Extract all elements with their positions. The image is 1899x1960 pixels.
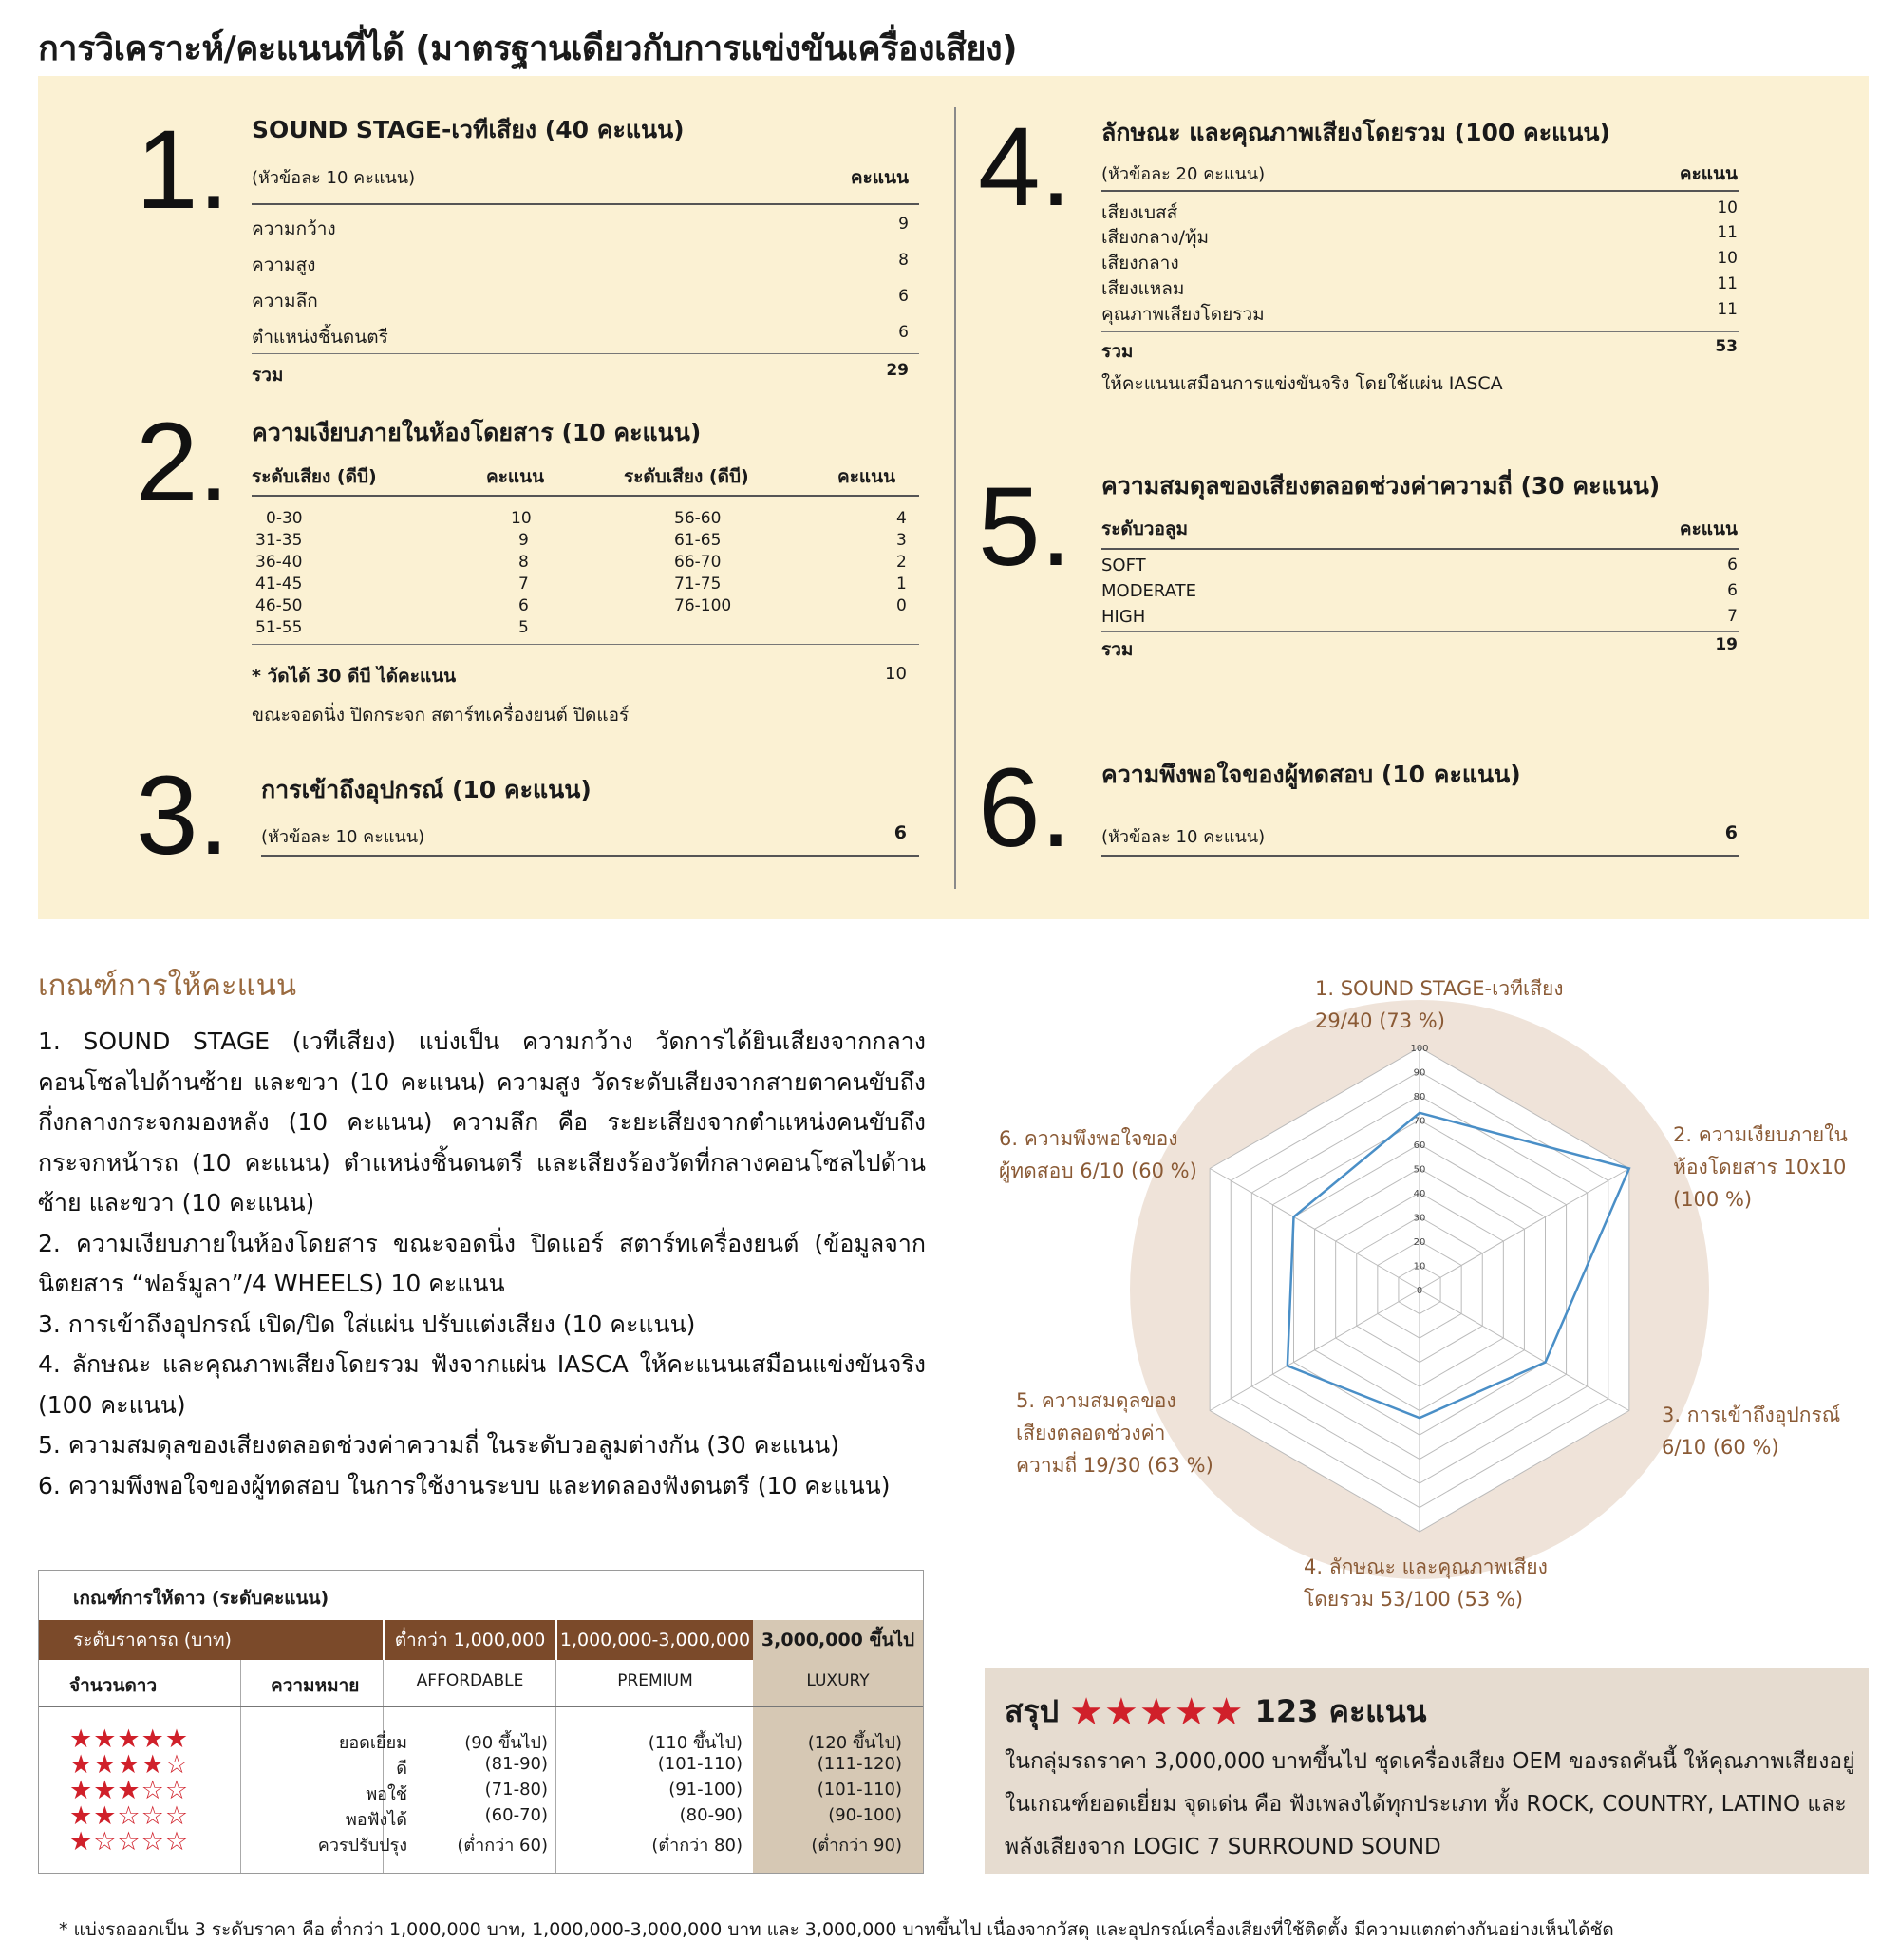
summary-stars: ★★★★★: [1069, 1690, 1245, 1734]
radar-scale-tick: 30: [1413, 1213, 1426, 1224]
row-value: 10: [1717, 249, 1738, 268]
radar-chart: [987, 967, 1899, 1631]
premium-range: (ต่ำกว่า 80): [651, 1836, 743, 1856]
section-4-title: ลักษณะ และคุณภาพเสียงโดยรวม (100 คะแนน): [1101, 119, 1610, 146]
section-5-number: 5.: [978, 464, 1072, 590]
db-score: 3: [896, 531, 907, 550]
criteria-paragraph: 2. ความเงียบภายในห้องโดยสาร ขณะจอดนิ่ง ปิดแอร์ สตาร์ทเครื่องยนต์ (ข้อมูลจากนิตยสาร “ฟอร์มูลา”/4 WHEELS) 10 คะแนน: [38, 1229, 926, 1297]
db-score: 0: [896, 596, 907, 615]
radar-label-line: โดยรวม 53/100 (53 %): [1304, 1588, 1524, 1611]
summary-label: สรุป: [1005, 1693, 1060, 1729]
section-3-title: การเข้าถึงอุปกรณ์ (10 คะแนน): [261, 776, 592, 803]
criteria-paragraph: 3. การเข้าถึงอุปกรณ์ เปิด/ปิด ใส่แผ่น ปรับแต่งเสียง (10 คะแนน): [38, 1310, 696, 1338]
db-range: 41-45: [255, 575, 303, 594]
section-2-title: ความเงียบภายในห้องโดยสาร (10 คะแนน): [252, 419, 702, 446]
db-score: 5: [518, 618, 529, 637]
star-meaning: ควรปรับปรุง: [317, 1836, 407, 1856]
section-1-title: SOUND STAGE-เวทีเสียง (40 คะแนน): [252, 116, 685, 143]
section-5-subheader: [1101, 515, 1738, 543]
section-4-number: 4.: [978, 104, 1072, 230]
page-title: การวิเคราะห์/คะแนนที่ได้ (มาตรฐานเดียวกับการแข่งขันเครื่องเสียง): [38, 29, 1018, 68]
db-range: 31-35: [255, 531, 303, 550]
db-head-score: คะแนน: [837, 466, 896, 487]
section-3-subheader: [261, 822, 907, 851]
section-5-title: ความสมดุลของเสียงตลอดช่วงค่าความถี่ (30 คะแนน): [1101, 472, 1661, 499]
price-band: ต่ำกว่า 1,000,000: [394, 1630, 546, 1650]
section-3-sub-value: 6: [893, 822, 907, 843]
section-5-rule: [1101, 548, 1739, 550]
premium-range: (91-100): [668, 1780, 743, 1800]
section-6-sub-left: (หัวข้อละ 10 คะแนน): [1101, 827, 1266, 847]
row-label: MODERATE: [1101, 581, 1196, 601]
premium-range: (110 ขึ้นไป): [648, 1733, 743, 1753]
section-4-row: [1101, 223, 1738, 246]
section-3-sub-left: (หัวข้อละ 10 คะแนน): [261, 827, 425, 847]
radar-scale-tick: 10: [1413, 1261, 1426, 1272]
star-rating: ★☆☆☆☆: [69, 1827, 190, 1856]
row-value: 6: [898, 323, 909, 342]
star-rating-table: [38, 1570, 924, 1874]
section-5-total: [1101, 635, 1738, 658]
summary-body: ในกลุ่มรถราคา 3,000,000 บาทขึ้นไป ชุดเครื่องเสียง OEM ของรถคันนี้ ให้คุณภาพเสียงอยู่ในเกณฑ์ยอดเยี่ยม จุดเด่น คือ ฟังเพลงได้ทุกประเภท ทั้ง ROCK, COUNTRY, LATINO และพลังเสียงจาก LOGIC 7 SURROUND SOUND: [1005, 1749, 1855, 1859]
section-1-total: [252, 361, 909, 384]
radar-label-line: 1. SOUND STAGE-เวทีเสียง: [1315, 977, 1564, 1000]
summary-box: [985, 1668, 1869, 1874]
row-label: HIGH: [1101, 607, 1146, 627]
section-1-row: [252, 251, 909, 273]
row-value: 6: [1727, 581, 1738, 600]
row-value: 8: [898, 251, 909, 270]
section-4-row: [1101, 274, 1738, 297]
section-2-rule: [252, 495, 919, 497]
db-score: 7: [518, 575, 529, 594]
star-meaning: พอฟังได้: [346, 1810, 407, 1830]
tier-premium: PREMIUM: [617, 1671, 693, 1690]
section-1-rule: [252, 203, 919, 205]
section-2-number: 2.: [136, 400, 230, 525]
criteria-paragraph: 1. SOUND STAGE (เวทีเสียง) แบ่งเป็น ความกว้าง วัดการได้ยินเสียงจากกลางคอนโซลไปด้านซ้าย และขวา (10 คะแนน) ความสูง วัดระดับเสียงจากสายตาคนขับถึงกึ่งกลางกระจกมองหลัง (10 คะแนน) ความลึก คือ ระยะเสียงจากตำแหน่งคนขับถึงกระจกหน้ารถ (10 คะแนน) ตำแหน่งชิ้นดนตรี และเสียงร้องวัดที่กลางคอนโซลไปด้านซ้าย และขวา (10 คะแนน): [38, 1027, 926, 1216]
section-1-number: 1.: [136, 107, 230, 233]
row-label: เสียงกลาง/ทุ้ม: [1101, 227, 1210, 248]
star-meaning: ดี: [396, 1759, 407, 1779]
radar-scale-tick: 50: [1413, 1164, 1426, 1176]
star-row: [39, 1827, 923, 1856]
star-rating: ★★★★☆: [69, 1750, 190, 1780]
db-range: 46-50: [255, 596, 303, 615]
radar-label-line: 3. การเข้าถึงอุปกรณ์: [1662, 1404, 1841, 1426]
radar-label-line: 29/40 (73 %): [1315, 1009, 1445, 1032]
radar-label-line: 4. ลักษณะ และคุณภาพเสียง: [1304, 1555, 1548, 1578]
db-score: 10: [511, 509, 532, 528]
criteria-paragraph: 5. ความสมดุลของเสียงตลอดช่วงค่าความถี่ ในระดับวอลูมต่างกัน (30 คะแนน): [38, 1431, 839, 1459]
radar-scale-tick: 80: [1413, 1092, 1426, 1102]
row-label: เสียงเบสส์: [1101, 202, 1178, 223]
section-4-sub-left: (หัวข้อละ 20 คะแนน): [1101, 164, 1266, 184]
luxury-range: (90-100): [828, 1805, 902, 1825]
section-5-row: [1101, 607, 1738, 630]
star-rating: ★★☆☆☆: [69, 1801, 190, 1831]
db-head-score: คะแนน: [486, 466, 545, 487]
radar-label-line: 6/10 (60 %): [1662, 1436, 1779, 1459]
tier-luxury: LUXURY: [806, 1671, 870, 1690]
total-value: 53: [1715, 337, 1738, 356]
footnote: * แบ่งรถออกเป็น 3 ระดับราคา คือ ต่ำกว่า 1,000,000 บาท, 1,000,000-3,000,000 บาท และ 3,000,000 บาทขึ้นไป เนื่องจากวัสดุ และอุปกรณ์เครื่องเสียงที่ใช้ติดตั้ง มีความแตกต่างกันอย่างเห็นได้ชัด: [59, 1919, 1614, 1940]
section-1-row: [252, 323, 909, 346]
summary-score: 123 คะแนน: [1254, 1693, 1427, 1729]
db-range: 76-100: [674, 596, 732, 615]
row-label: SOFT: [1101, 556, 1146, 575]
db-range: 61-65: [674, 531, 722, 550]
radar-scale-tick: 60: [1413, 1140, 1426, 1151]
radar-axis-label: [1673, 1119, 1848, 1216]
luxury-range: (120 ขึ้นไป): [807, 1733, 902, 1753]
db-range: 66-70: [674, 553, 722, 572]
section-5-row: [1101, 556, 1738, 578]
section-6-subheader: [1101, 822, 1738, 851]
section-5-total-rule: [1101, 631, 1739, 632]
radar-label-line: 6. ความพึงพอใจของ: [999, 1127, 1178, 1150]
radar-axis-label: [1304, 1551, 1548, 1615]
tier-affordable: AFFORDABLE: [416, 1671, 524, 1690]
row-value: 7: [1727, 607, 1738, 626]
affordable-range: (60-70): [484, 1805, 548, 1825]
row-value: 11: [1717, 223, 1738, 242]
criteria-heading: เกณฑ์การให้คะแนน: [38, 969, 297, 1003]
radar-label-line: 5. ความสมดุลของ: [1016, 1389, 1176, 1412]
section-5-sub-right: คะแนน: [1679, 518, 1738, 539]
section-4-row: [1101, 300, 1738, 323]
radar-label-line: (100 %): [1673, 1188, 1753, 1211]
sub-meaning: ความหมาย: [271, 1675, 360, 1696]
star-table-header: [39, 1620, 923, 1660]
section-6-title: ความพึงพอใจของผู้ทดสอบ (10 คะแนน): [1101, 761, 1521, 788]
section-4-total: [1101, 337, 1738, 360]
luxury-range: (101-110): [817, 1780, 902, 1800]
price-band: 3,000,000 ขึ้นไป: [753, 1620, 923, 1660]
row-label: ตำแหน่งชิ้นดนตรี: [252, 327, 388, 348]
db-range: 51-55: [255, 618, 303, 637]
total-value: 19: [1715, 635, 1738, 654]
radar-scale-tick: 100: [1410, 1044, 1429, 1054]
section-1-row: [252, 215, 909, 237]
section-1-sub-right: คะแนน: [850, 167, 909, 188]
total-label: รวม: [252, 365, 284, 386]
section-2-rule-bottom: [252, 644, 919, 645]
total-label: รวม: [1101, 639, 1134, 660]
radar-axis-label: [1662, 1399, 1840, 1463]
radar-axis-label: [999, 1122, 1197, 1187]
row-label: เสียงกลาง: [1101, 253, 1179, 273]
criteria-paragraph: 4. ลักษณะ และคุณภาพเสียงโดยรวม ฟังจากแผ่น IASCA ให้คะแนนเสมือนแข่งขันจริง (100 คะแนน): [38, 1350, 926, 1419]
db-score: 8: [518, 553, 529, 572]
section-4-total-rule: [1101, 331, 1739, 332]
radar-scale-tick: 40: [1413, 1189, 1426, 1199]
criteria-body: [38, 1022, 926, 1506]
section-5-sub-left: ระดับวอลูม: [1101, 518, 1189, 539]
premium-range: (101-110): [657, 1754, 743, 1774]
db-range: 0-30: [266, 509, 303, 528]
total-value: 29: [886, 361, 909, 380]
radar-axis-label: [1016, 1385, 1213, 1481]
db-score: 1: [896, 575, 907, 594]
star-meaning: พอใช้: [366, 1784, 407, 1804]
sub-stars: จำนวนดาว: [69, 1675, 158, 1696]
star-table-rule: [39, 1706, 923, 1707]
section-1-sub-left: (หัวข้อละ 10 คะแนน): [252, 168, 416, 188]
radar-label-line: เสียงตลอดช่วงค่า: [1016, 1422, 1166, 1444]
section-3-rule: [261, 855, 919, 857]
affordable-range: (71-80): [484, 1780, 548, 1800]
radar-label-line: ห้องโดยสาร 10x10: [1673, 1156, 1847, 1178]
row-value: 11: [1717, 300, 1738, 319]
row-value: 11: [1717, 274, 1738, 293]
section-1-total-rule: [252, 353, 919, 354]
radar-scale-tick: 20: [1413, 1237, 1426, 1248]
section-2-measured-label: * วัดได้ 30 ดีบี ได้คะแนน: [252, 666, 457, 687]
row-value: 9: [898, 215, 909, 234]
db-range: 56-60: [674, 509, 722, 528]
star-rating: ★★★★★: [69, 1724, 190, 1754]
panel-divider: [954, 107, 956, 889]
row-label: ความสูง: [252, 254, 316, 275]
row-label: ความลึก: [252, 291, 318, 311]
db-score: 9: [518, 531, 529, 550]
db-range: 71-75: [674, 575, 722, 594]
radar-label-line: 2. ความเงียบภายใน: [1673, 1123, 1848, 1146]
star-table-title: เกณฑ์การให้ดาว (ระดับคะแนน): [73, 1588, 329, 1609]
section-2-measured-value: 10: [885, 664, 907, 684]
row-label: คุณภาพเสียงโดยรวม: [1101, 304, 1265, 325]
radar-svg: [987, 967, 1899, 1631]
price-header: ระดับราคารถ (บาท): [73, 1630, 232, 1650]
section-4-sub-right: คะแนน: [1679, 163, 1738, 184]
db-range: 36-40: [255, 553, 303, 572]
radar-axis-label: [1315, 972, 1564, 1037]
affordable-range: (ต่ำกว่า 60): [457, 1836, 548, 1856]
radar-label-line: ความถี่ 19/30 (63 %): [1016, 1454, 1213, 1477]
db-head-level: ระดับเสียง (ดีบี): [624, 466, 749, 487]
row-value: 6: [898, 287, 909, 306]
db-score: 2: [896, 553, 907, 572]
section-2-note: ขณะจอดนิ่ง ปิดกระจก สตาร์ทเครื่องยนต์ ปิดแอร์: [252, 705, 630, 726]
affordable-range: (81-90): [484, 1754, 548, 1774]
luxury-range: (111-120): [817, 1754, 902, 1774]
db-score: 6: [518, 596, 529, 615]
section-4-row: [1101, 249, 1738, 272]
radar-scale-tick: 70: [1413, 1116, 1426, 1127]
row-value: 6: [1727, 556, 1738, 575]
star-meaning: ยอดเยี่ยม: [338, 1733, 407, 1753]
section-6-rule: [1101, 855, 1739, 857]
section-1-row: [252, 287, 909, 310]
luxury-range: (ต่ำกว่า 90): [811, 1836, 902, 1856]
premium-range: (80-90): [679, 1805, 743, 1825]
row-label: เสียงแหลม: [1101, 278, 1185, 299]
radar-scale-tick: 90: [1413, 1067, 1426, 1079]
row-label: ความกว้าง: [252, 218, 336, 239]
section-4-note: ให้คะแนนเสมือนการแข่งขันจริง โดยใช้แผ่น IASCA: [1101, 373, 1503, 394]
section-3-number: 3.: [136, 753, 230, 878]
section-4-rule: [1101, 190, 1739, 192]
affordable-range: (90 ขึ้นไป): [464, 1733, 548, 1753]
summary-header: [1005, 1687, 1427, 1736]
section-1-subheader: [252, 163, 909, 192]
db-head-level: ระดับเสียง (ดีบี): [252, 466, 377, 487]
row-value: 10: [1717, 198, 1738, 217]
section-4-row: [1101, 198, 1738, 221]
radar-label-line: ผู้ทดสอบ 6/10 (60 %): [999, 1159, 1197, 1182]
radar-scale-tick: 0: [1416, 1286, 1423, 1296]
section-6-sub-value: 6: [1724, 822, 1738, 843]
price-band: 1,000,000-3,000,000: [559, 1630, 751, 1650]
total-label: รวม: [1101, 341, 1134, 362]
section-6-number: 6.: [978, 745, 1072, 871]
db-score: 4: [896, 509, 907, 528]
section-4-subheader: [1101, 160, 1738, 188]
criteria-paragraph: 6. ความพึงพอใจของผู้ทดสอบ ในการใช้งานระบบ และทดลองฟังดนตรี (10 คะแนน): [38, 1471, 891, 1499]
star-rating: ★★★☆☆: [69, 1776, 190, 1805]
section-5-row: [1101, 581, 1738, 604]
